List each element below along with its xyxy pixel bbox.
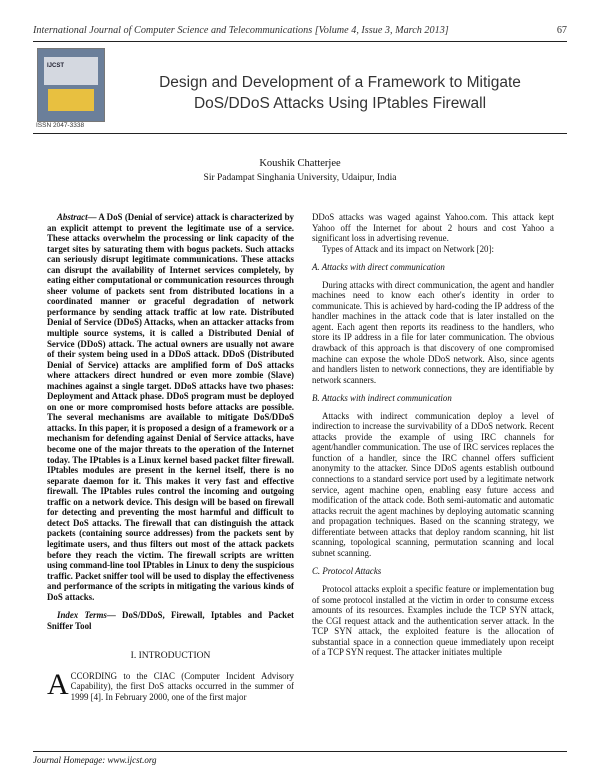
page-number: 67 xyxy=(556,25,567,36)
author-affiliation: Sir Padampat Singhania University, Udaipur, India xyxy=(203,173,397,183)
journal-cover-image xyxy=(37,48,105,122)
drop-cap: A xyxy=(47,667,69,701)
index-terms: Index Terms— DoS/DDoS, Firewall, Iptables and Packet Sniffer Tool xyxy=(47,610,294,631)
right-column xyxy=(312,212,554,658)
header-rule xyxy=(33,41,567,42)
page-footer: Journal Homepage: www.ijcst.org xyxy=(33,755,157,765)
intro-paragraph: ACCORDING to the CIAC (Computer Incident Advisory Capability), the first DoS attacks occurred in the summer of 1999 [4]. In February 2000, one of the first major xyxy=(47,667,294,702)
paper-title: Design and Development of a Framework to Mitigate DoS/DDoS Attacks Using IPtables Firewall xyxy=(159,74,521,112)
subsection-heading-a: A. Attacks with direct communication xyxy=(312,262,445,273)
author-name: Koushik Chatterjee xyxy=(259,158,341,169)
title-rule xyxy=(33,133,567,134)
paragraph: Protocol attacks exploit a specific feature or implementation bug of some protocol installed at the victim in order to consume excess amounts of its resources. Examples include the TCP SYN attack, the CGI request attack and the authentication server attack. In the TCP SYN attack, the exploited feature is the allocation of substantial space in a connection queue immediately upon receipt of a TCP SYN request. The attacker initiates multiple xyxy=(312,583,554,658)
subsection-heading-c: C. Protocol Attacks xyxy=(312,566,382,577)
issn-label: ISSN 2047-3338 xyxy=(36,122,85,129)
paragraph: Types of Attack and its impact on Network [20]: xyxy=(322,243,494,254)
running-header xyxy=(33,25,567,36)
left-column xyxy=(47,212,294,703)
paragraph: DDoS attacks was waged against Yahoo.com. This attack kept Yahoo off the Internet for about 2 hours and cost Yahoo a significant loss in advertising revenue. xyxy=(312,212,554,244)
footer-rule xyxy=(33,751,567,752)
paragraph: During attacks with direct communication, the agent and handler machines need to know each other's identity in order to communicate. This is achieved by hard-coding the IP address of the handler machines in the attack code that is later installed on the agent. Each agent then reports its readiness to the handlers, who store its IP address in a file for later communication. The obvious drawback of this approach is that discovery of one compromised machine can expose the whole DDoS network. Also, since agents and handlers listen to network connections, they are identifiable by network scanners. xyxy=(312,279,554,385)
section-heading-introduction: I. INTRODUCTION xyxy=(130,651,211,662)
paragraph: Attacks with indirect communication deploy a level of indirection to increase the survivability of a DDoS network. Recent attacks provide the example of using IRC channels for agent/handler communication. The use of IRC services replaces the function of a handler, since the IRC channel offers sufficient anonymity to the attacker. Since DDoS agents establish outbound connections to a standard service port used by a legitimate network service, agent machine open, enabling easy future access and modification of the attack code. Both semi-automatic and automatic attacks recruit the agent machines by deploying automatic scanning and propagation techniques. Based on the scanning strategy, we differentiate between attacks that deploy random scanning, hit list scanning, topological scanning, permutation scanning and local subnet scanning. xyxy=(312,410,554,558)
abstract: Abstract— A DoS (Denial of service) attack is characterized by an explicit attempt to prevent the legitimate use of a service. These attacks overwhelm the processing or link capacity of the target sites by saturating them with bogus packets. Such attacks can seriously disrupt legitimate communications. These attacks can disrupt the availability of Internet services completely, by eating either computational or communication resources through sheer volume of packets sent from distributed locations in a coordinated manner or graceful degradation of network performance by sending attack traffic at low rate. Distributed Denial of Service (DDoS) Attacks, when an attacker attacks from multiple source systems, it is called a Distributed Denial of Service (DDoS) attack. The actual owners are usually not aware of their system being used in a DDoS attack. DDoS (Distributed Denial of Service) attacks are amplified form of DoS attacks where attackers direct hundred or even more zombie (Slave) machines against a single target. DDoS attacks have two phases: Deployment and Attack phase. DDoS program must be deployed on one or more compromised hosts before attacks are possible. The several mechanisms are available to mitigate DoS/DDoS attacks. In this paper, it is proposed a design of a framework or a mechanism for defending against Denial of Service attacks, have become one of the major threats to the operation of the Internet today. The IPtables is a Linux kernel based packet filter firewall. IPtables modules are present in the kernel itself, there is no separate daemon for it. This makes it very fast and effective firewall. The IPtables rules control the incoming and outgoing traffic on a network device. This design will be based on firewall for detecting and preventing the most harmful and difficult to detect DoS attacks. The firewall that can distinguish the attack packets (containing source addresses) from the packets sent by legitimate users, and thus filters out most of the attack packets before they reach the victim. The firewall scripts are written using command-line tool IPtables in Linux to deny the suspicious traffic. Packet sniffer tool will be used to display the effectiveness and performance of the scripts in mitigating the various kinds of DoS attacks. xyxy=(47,212,294,602)
homepage-link[interactable]: www.ijcst.org xyxy=(107,755,157,765)
journal-citation: International Journal of Computer Science and Telecommunications [Volume 4, Issue 3, March 2013] xyxy=(33,25,449,36)
subsection-heading-b: B. Attacks with indirect communication xyxy=(312,393,452,404)
cover-logo-text: IJCST xyxy=(47,63,65,69)
